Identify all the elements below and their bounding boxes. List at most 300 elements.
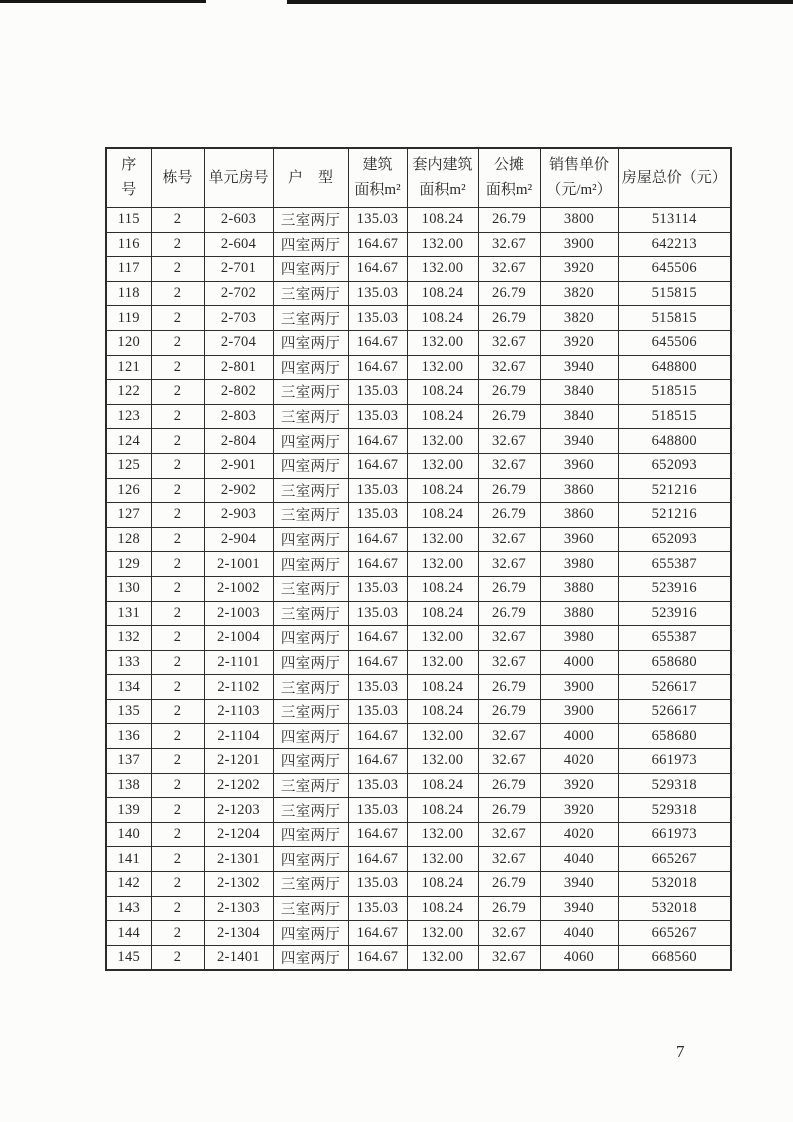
cell-serial-no: 137 (106, 749, 151, 774)
cell-floor-area: 164.67 (348, 232, 407, 257)
cell-unit-room-no: 2-701 (204, 257, 273, 282)
cell-interior-area: 132.00 (407, 232, 478, 257)
cell-shared-area: 32.67 (478, 945, 540, 970)
housing-price-table (105, 147, 732, 971)
cell-total-price: 523916 (618, 576, 731, 601)
cell-layout: 三室两厅 (273, 576, 348, 601)
cell-serial-no: 140 (106, 822, 151, 847)
cell-shared-area: 26.79 (478, 798, 540, 823)
cell-serial-no: 130 (106, 576, 151, 601)
table-row (106, 355, 731, 380)
cell-floor-area: 135.03 (348, 478, 407, 503)
cell-serial-no: 123 (106, 404, 151, 429)
cell-building-no: 2 (151, 601, 204, 626)
cell-unit-room-no: 2-1301 (204, 847, 273, 872)
table-row (106, 699, 731, 724)
cell-total-price: 515815 (618, 281, 731, 306)
cell-shared-area: 32.67 (478, 626, 540, 651)
cell-floor-area: 164.67 (348, 257, 407, 282)
table-row (106, 872, 731, 897)
cell-interior-area: 132.00 (407, 650, 478, 675)
cell-layout: 四室两厅 (273, 945, 348, 970)
cell-building-no: 2 (151, 945, 204, 970)
cell-layout: 四室两厅 (273, 429, 348, 454)
cell-unit-price: 3820 (540, 281, 618, 306)
cell-building-no: 2 (151, 872, 204, 897)
cell-serial-no: 141 (106, 847, 151, 872)
cell-building-no: 2 (151, 675, 204, 700)
cell-building-no: 2 (151, 650, 204, 675)
cell-unit-price: 3860 (540, 503, 618, 528)
cell-unit-room-no: 2-604 (204, 232, 273, 257)
table-head (106, 148, 731, 208)
cell-interior-area: 132.00 (407, 626, 478, 651)
cell-building-no: 2 (151, 847, 204, 872)
cell-total-price: 665267 (618, 847, 731, 872)
cell-unit-price: 4020 (540, 822, 618, 847)
cell-layout: 三室两厅 (273, 675, 348, 700)
cell-unit-price: 3920 (540, 330, 618, 355)
cell-shared-area: 26.79 (478, 404, 540, 429)
cell-total-price: 648800 (618, 355, 731, 380)
cell-interior-area: 132.00 (407, 724, 478, 749)
cell-interior-area: 132.00 (407, 552, 478, 577)
cell-layout: 四室两厅 (273, 724, 348, 749)
table-row (106, 798, 731, 823)
cell-serial-no: 131 (106, 601, 151, 626)
cell-unit-room-no: 2-1202 (204, 773, 273, 798)
cell-unit-price: 3940 (540, 872, 618, 897)
cell-unit-price: 4000 (540, 650, 618, 675)
cell-building-no: 2 (151, 527, 204, 552)
cell-unit-room-no: 2-1103 (204, 699, 273, 724)
cell-floor-area: 135.03 (348, 699, 407, 724)
cell-serial-no: 116 (106, 232, 151, 257)
cell-interior-area: 132.00 (407, 749, 478, 774)
cell-layout: 三室两厅 (273, 896, 348, 921)
cell-unit-room-no: 2-1003 (204, 601, 273, 626)
cell-floor-area: 164.67 (348, 921, 407, 946)
table-row (106, 749, 731, 774)
cell-floor-area: 135.03 (348, 576, 407, 601)
cell-shared-area: 26.79 (478, 872, 540, 897)
cell-unit-room-no: 2-802 (204, 380, 273, 405)
cell-floor-area: 164.67 (348, 724, 407, 749)
cell-interior-area: 132.00 (407, 429, 478, 454)
cell-floor-area: 135.03 (348, 281, 407, 306)
cell-serial-no: 144 (106, 921, 151, 946)
table-row (106, 601, 731, 626)
cell-serial-no: 118 (106, 281, 151, 306)
cell-interior-area: 132.00 (407, 355, 478, 380)
cell-shared-area: 26.79 (478, 601, 540, 626)
table-row (106, 208, 731, 233)
cell-layout: 四室两厅 (273, 355, 348, 380)
cell-unit-room-no: 2-1204 (204, 822, 273, 847)
table-row (106, 675, 731, 700)
cell-shared-area: 32.67 (478, 552, 540, 577)
cell-unit-price: 3940 (540, 355, 618, 380)
cell-total-price: 515815 (618, 306, 731, 331)
cell-serial-no: 134 (106, 675, 151, 700)
cell-serial-no: 132 (106, 626, 151, 651)
cell-unit-room-no: 2-1302 (204, 872, 273, 897)
cell-floor-area: 135.03 (348, 380, 407, 405)
cell-building-no: 2 (151, 453, 204, 478)
cell-interior-area: 108.24 (407, 380, 478, 405)
cell-total-price: 532018 (618, 896, 731, 921)
cell-floor-area: 135.03 (348, 306, 407, 331)
cell-interior-area: 132.00 (407, 921, 478, 946)
col-header-floor-area: 建筑 面积m² (348, 148, 407, 208)
cell-total-price: 652093 (618, 527, 731, 552)
cell-total-price: 523916 (618, 601, 731, 626)
table-row (106, 232, 731, 257)
cell-shared-area: 26.79 (478, 380, 540, 405)
cell-shared-area: 32.67 (478, 257, 540, 282)
table-row (106, 257, 731, 282)
table-row (106, 626, 731, 651)
cell-layout: 三室两厅 (273, 380, 348, 405)
cell-interior-area: 108.24 (407, 478, 478, 503)
cell-shared-area: 32.67 (478, 847, 540, 872)
cell-shared-area: 32.67 (478, 453, 540, 478)
cell-building-no: 2 (151, 208, 204, 233)
table-row (106, 306, 731, 331)
cell-unit-room-no: 2-801 (204, 355, 273, 380)
cell-serial-no: 121 (106, 355, 151, 380)
table-row (106, 404, 731, 429)
cell-unit-price: 3820 (540, 306, 618, 331)
cell-interior-area: 108.24 (407, 896, 478, 921)
cell-interior-area: 108.24 (407, 601, 478, 626)
cell-shared-area: 26.79 (478, 675, 540, 700)
cell-shared-area: 26.79 (478, 576, 540, 601)
cell-interior-area: 132.00 (407, 257, 478, 282)
cell-total-price: 668560 (618, 945, 731, 970)
cell-serial-no: 126 (106, 478, 151, 503)
table-row (106, 429, 731, 454)
cell-shared-area: 26.79 (478, 306, 540, 331)
table-row (106, 453, 731, 478)
cell-total-price: 645506 (618, 257, 731, 282)
cell-interior-area: 108.24 (407, 699, 478, 724)
table-row (106, 847, 731, 872)
cell-unit-room-no: 2-1203 (204, 798, 273, 823)
cell-unit-price: 3960 (540, 527, 618, 552)
cell-building-no: 2 (151, 552, 204, 577)
cell-unit-room-no: 2-904 (204, 527, 273, 552)
cell-interior-area: 108.24 (407, 281, 478, 306)
cell-unit-price: 4060 (540, 945, 618, 970)
cell-interior-area: 108.24 (407, 798, 478, 823)
cell-unit-price: 3800 (540, 208, 618, 233)
cell-serial-no: 136 (106, 724, 151, 749)
cell-floor-area: 164.67 (348, 822, 407, 847)
cell-floor-area: 135.03 (348, 503, 407, 528)
cell-layout: 三室两厅 (273, 503, 348, 528)
cell-unit-price: 3900 (540, 232, 618, 257)
table-row (106, 724, 731, 749)
cell-shared-area: 32.67 (478, 232, 540, 257)
cell-interior-area: 108.24 (407, 773, 478, 798)
cell-shared-area: 32.67 (478, 330, 540, 355)
cell-total-price: 529318 (618, 798, 731, 823)
cell-unit-room-no: 2-1201 (204, 749, 273, 774)
cell-unit-price: 3940 (540, 896, 618, 921)
cell-layout: 四室两厅 (273, 749, 348, 774)
cell-floor-area: 135.03 (348, 601, 407, 626)
cell-layout: 三室两厅 (273, 798, 348, 823)
cell-floor-area: 164.67 (348, 355, 407, 380)
cell-layout: 三室两厅 (273, 478, 348, 503)
cell-shared-area: 26.79 (478, 699, 540, 724)
cell-building-no: 2 (151, 896, 204, 921)
cell-total-price: 665267 (618, 921, 731, 946)
table-row (106, 773, 731, 798)
cell-building-no: 2 (151, 404, 204, 429)
cell-unit-price: 3920 (540, 798, 618, 823)
cell-unit-room-no: 2-704 (204, 330, 273, 355)
table-body (106, 208, 731, 971)
cell-total-price: 513114 (618, 208, 731, 233)
cell-serial-no: 117 (106, 257, 151, 282)
cell-layout: 四室两厅 (273, 257, 348, 282)
cell-building-no: 2 (151, 380, 204, 405)
cell-serial-no: 139 (106, 798, 151, 823)
col-header-building-no: 栋号 (151, 148, 204, 208)
cell-floor-area: 164.67 (348, 650, 407, 675)
cell-total-price: 526617 (618, 675, 731, 700)
cell-shared-area: 32.67 (478, 429, 540, 454)
cell-unit-room-no: 2-1102 (204, 675, 273, 700)
table-row (106, 380, 731, 405)
scan-edge-artifact-right (287, 0, 793, 4)
table-row (106, 503, 731, 528)
cell-layout: 四室两厅 (273, 453, 348, 478)
cell-serial-no: 128 (106, 527, 151, 552)
cell-layout: 四室两厅 (273, 330, 348, 355)
cell-shared-area: 26.79 (478, 478, 540, 503)
cell-serial-no: 145 (106, 945, 151, 970)
cell-interior-area: 132.00 (407, 822, 478, 847)
cell-unit-price: 4020 (540, 749, 618, 774)
cell-total-price: 642213 (618, 232, 731, 257)
cell-shared-area: 32.67 (478, 749, 540, 774)
cell-unit-room-no: 2-1101 (204, 650, 273, 675)
cell-floor-area: 135.03 (348, 208, 407, 233)
cell-layout: 四室两厅 (273, 847, 348, 872)
cell-serial-no: 125 (106, 453, 151, 478)
cell-interior-area: 108.24 (407, 306, 478, 331)
col-header-serial-no: 序 号 (106, 148, 151, 208)
cell-total-price: 658680 (618, 724, 731, 749)
cell-total-price: 518515 (618, 404, 731, 429)
cell-serial-no: 143 (106, 896, 151, 921)
cell-building-no: 2 (151, 626, 204, 651)
table-row (106, 945, 731, 970)
cell-building-no: 2 (151, 478, 204, 503)
cell-layout: 四室两厅 (273, 552, 348, 577)
cell-total-price: 661973 (618, 822, 731, 847)
cell-layout: 三室两厅 (273, 872, 348, 897)
cell-shared-area: 32.67 (478, 355, 540, 380)
cell-building-no: 2 (151, 749, 204, 774)
col-header-total-price: 房屋总价（元） (618, 148, 731, 208)
table-row (106, 478, 731, 503)
table-row (106, 281, 731, 306)
cell-building-no: 2 (151, 330, 204, 355)
cell-total-price: 652093 (618, 453, 731, 478)
cell-serial-no: 119 (106, 306, 151, 331)
cell-floor-area: 135.03 (348, 675, 407, 700)
cell-unit-room-no: 2-903 (204, 503, 273, 528)
cell-unit-price: 3840 (540, 380, 618, 405)
cell-shared-area: 26.79 (478, 281, 540, 306)
cell-total-price: 655387 (618, 626, 731, 651)
cell-total-price: 526617 (618, 699, 731, 724)
cell-floor-area: 135.03 (348, 872, 407, 897)
cell-building-no: 2 (151, 257, 204, 282)
cell-shared-area: 32.67 (478, 921, 540, 946)
cell-total-price: 648800 (618, 429, 731, 454)
cell-unit-price: 4040 (540, 847, 618, 872)
cell-unit-price: 3840 (540, 404, 618, 429)
table-row (106, 650, 731, 675)
cell-interior-area: 108.24 (407, 576, 478, 601)
cell-building-no: 2 (151, 798, 204, 823)
cell-unit-price: 3900 (540, 699, 618, 724)
cell-building-no: 2 (151, 773, 204, 798)
cell-layout: 四室两厅 (273, 822, 348, 847)
cell-total-price: 521216 (618, 478, 731, 503)
cell-total-price: 658680 (618, 650, 731, 675)
cell-interior-area: 132.00 (407, 330, 478, 355)
cell-interior-area: 108.24 (407, 208, 478, 233)
cell-unit-price: 3960 (540, 453, 618, 478)
cell-unit-room-no: 2-1104 (204, 724, 273, 749)
cell-serial-no: 129 (106, 552, 151, 577)
cell-floor-area: 164.67 (348, 527, 407, 552)
table-header-row (106, 148, 731, 208)
cell-floor-area: 135.03 (348, 798, 407, 823)
cell-unit-price: 4040 (540, 921, 618, 946)
table-row (106, 552, 731, 577)
cell-unit-price: 3920 (540, 257, 618, 282)
scan-edge-artifact-left (0, 0, 206, 3)
cell-interior-area: 108.24 (407, 503, 478, 528)
cell-layout: 四室两厅 (273, 527, 348, 552)
cell-floor-area: 164.67 (348, 552, 407, 577)
cell-floor-area: 164.67 (348, 429, 407, 454)
table-row (106, 896, 731, 921)
col-header-shared-area: 公摊 面积m² (478, 148, 540, 208)
cell-unit-room-no: 2-1304 (204, 921, 273, 946)
cell-serial-no: 135 (106, 699, 151, 724)
cell-unit-price: 3920 (540, 773, 618, 798)
cell-unit-room-no: 2-902 (204, 478, 273, 503)
cell-serial-no: 133 (106, 650, 151, 675)
cell-building-no: 2 (151, 232, 204, 257)
cell-total-price: 518515 (618, 380, 731, 405)
cell-floor-area: 164.67 (348, 453, 407, 478)
cell-building-no: 2 (151, 699, 204, 724)
cell-unit-room-no: 2-702 (204, 281, 273, 306)
cell-shared-area: 26.79 (478, 773, 540, 798)
cell-serial-no: 127 (106, 503, 151, 528)
col-header-layout: 户 型 (273, 148, 348, 208)
cell-total-price: 661973 (618, 749, 731, 774)
cell-building-no: 2 (151, 921, 204, 946)
cell-interior-area: 132.00 (407, 527, 478, 552)
cell-shared-area: 26.79 (478, 896, 540, 921)
cell-layout: 四室两厅 (273, 650, 348, 675)
cell-unit-room-no: 2-901 (204, 453, 273, 478)
cell-floor-area: 164.67 (348, 330, 407, 355)
cell-interior-area: 108.24 (407, 872, 478, 897)
cell-layout: 三室两厅 (273, 404, 348, 429)
cell-unit-room-no: 2-703 (204, 306, 273, 331)
cell-total-price: 529318 (618, 773, 731, 798)
table-row (106, 576, 731, 601)
col-header-interior-area: 套内建筑 面积m² (407, 148, 478, 208)
cell-unit-price: 3980 (540, 626, 618, 651)
cell-floor-area: 164.67 (348, 749, 407, 774)
cell-floor-area: 164.67 (348, 847, 407, 872)
cell-interior-area: 108.24 (407, 675, 478, 700)
cell-serial-no: 142 (106, 872, 151, 897)
cell-layout: 三室两厅 (273, 208, 348, 233)
cell-building-no: 2 (151, 306, 204, 331)
cell-building-no: 2 (151, 503, 204, 528)
cell-shared-area: 32.67 (478, 724, 540, 749)
cell-unit-price: 4000 (540, 724, 618, 749)
cell-building-no: 2 (151, 355, 204, 380)
cell-floor-area: 164.67 (348, 626, 407, 651)
cell-unit-room-no: 2-1002 (204, 576, 273, 601)
cell-shared-area: 26.79 (478, 503, 540, 528)
cell-unit-price: 3880 (540, 576, 618, 601)
cell-interior-area: 132.00 (407, 847, 478, 872)
cell-unit-room-no: 2-1303 (204, 896, 273, 921)
cell-serial-no: 115 (106, 208, 151, 233)
cell-serial-no: 124 (106, 429, 151, 454)
cell-unit-room-no: 2-1001 (204, 552, 273, 577)
cell-unit-room-no: 2-603 (204, 208, 273, 233)
cell-interior-area: 132.00 (407, 945, 478, 970)
cell-layout: 三室两厅 (273, 699, 348, 724)
table-row (106, 527, 731, 552)
cell-unit-room-no: 2-1401 (204, 945, 273, 970)
cell-floor-area: 135.03 (348, 773, 407, 798)
cell-unit-room-no: 2-1004 (204, 626, 273, 651)
cell-total-price: 655387 (618, 552, 731, 577)
table-row (106, 822, 731, 847)
col-header-unit-price: 销售单价 （元/m²） (540, 148, 618, 208)
cell-building-no: 2 (151, 822, 204, 847)
cell-building-no: 2 (151, 281, 204, 306)
cell-serial-no: 122 (106, 380, 151, 405)
cell-interior-area: 108.24 (407, 404, 478, 429)
cell-layout: 三室两厅 (273, 773, 348, 798)
cell-shared-area: 32.67 (478, 650, 540, 675)
cell-unit-price: 3980 (540, 552, 618, 577)
cell-floor-area: 135.03 (348, 404, 407, 429)
cell-floor-area: 135.03 (348, 896, 407, 921)
cell-unit-room-no: 2-803 (204, 404, 273, 429)
cell-interior-area: 132.00 (407, 453, 478, 478)
cell-building-no: 2 (151, 429, 204, 454)
